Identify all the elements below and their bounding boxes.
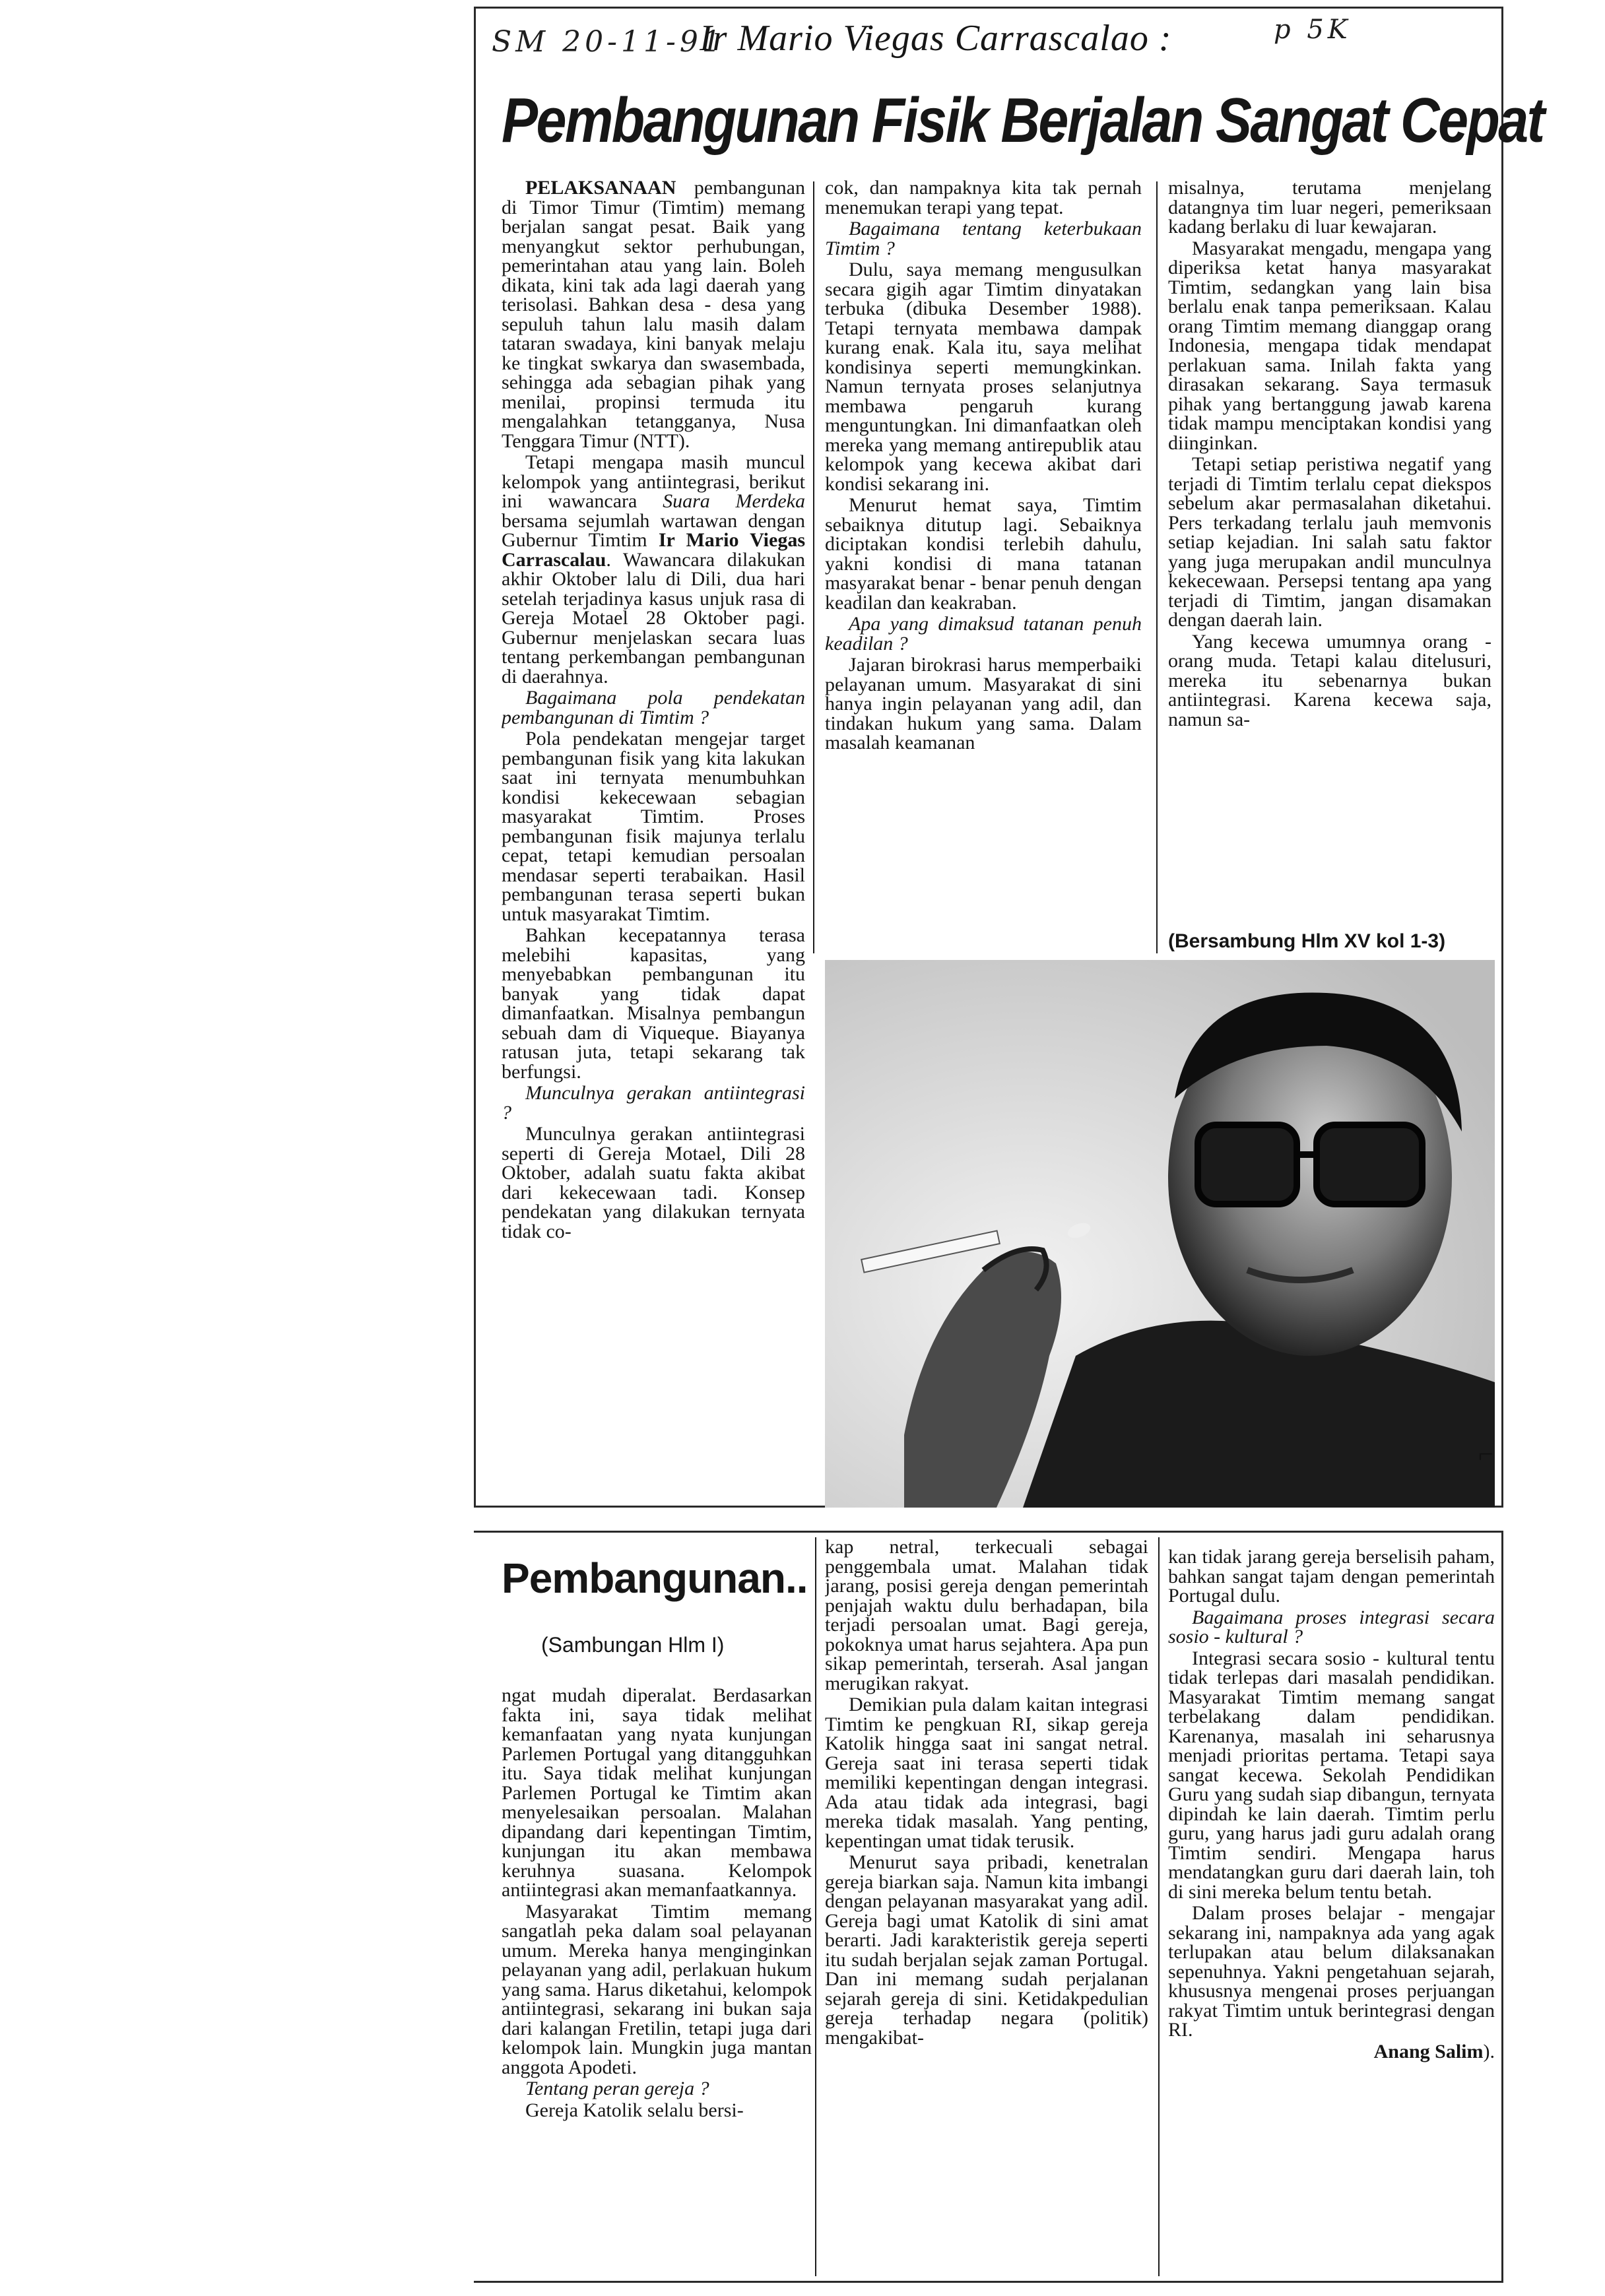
article-paragraph xyxy=(502,729,805,924)
interview-question: Apa yang dimaksud tatanan penuh keadilan ? xyxy=(825,613,1142,654)
article-paragraph xyxy=(1168,455,1491,630)
article-paragraph xyxy=(1168,239,1491,453)
article-paragraph xyxy=(1168,632,1491,730)
article-paragraph xyxy=(1168,1649,1495,1902)
continued-notice: (Bersambung Hlm XV kol 1-3) xyxy=(1168,930,1446,952)
interview-question: Bagaimana pola pendekatan pembangunan di Timtim ? xyxy=(502,687,805,728)
interview-question: Tentang peran gereja ? xyxy=(525,2078,709,2099)
article-paragraph xyxy=(502,453,805,686)
continuation-column-3 xyxy=(1168,1547,1495,2280)
article-paragraph xyxy=(825,1853,1148,2047)
article-paragraph xyxy=(825,495,1142,612)
article-paragraph xyxy=(825,178,1142,217)
column-divider xyxy=(813,181,814,953)
handwritten-date: SM 20-11-91 xyxy=(492,25,725,59)
lead-word: PELAKSANAAN xyxy=(525,178,676,199)
article-paragraph xyxy=(825,1695,1148,1851)
paragraph-text: ngat mudah diperalat. Berdasarkan fakta ini, saya tidak melihat kemanfaatan yang nyata kunjungan Parlemen Portugal yang ditangguhkan itu. Saya tidak melihat kunjungan Parlemen Portugal ke Timtim akan menyelesaikan persoalan. Malahan dipandang dari kepentingan Timtim, kunjungan itu akan membawa keruhnya suasana. Kelompok antiintegrasi akan memanfaatkannya. xyxy=(502,1686,812,1901)
publication-name: Suara Merdeka xyxy=(663,490,805,512)
article-paragraph xyxy=(502,1902,812,2078)
article-column-3 xyxy=(1168,178,1491,957)
column-divider xyxy=(1158,1537,1160,2276)
paragraph-text: Masyarakat Timtim memang sangatlah peka dalam soal pelayanan umum. Mereka hanya menginginkan pelayanan yang adil, perlakuan hukum yang sama. Harus diketahui, kelompok antiintegrasi, sekarang ini bukan saja dari kalangan Fretilin, tetapi juga dari kelompok lain. Mungkin juga mantan anggota Apodeti. xyxy=(502,1900,812,2078)
paragraph-text: Munculnya gerakan antiintegrasi seperti di Gereja Motael, Dili 28 Oktober, adalah suatu fakta akibat dari kekecewaan tadi. Konsep pendekatan yang dilakukan ternyata tidak co- xyxy=(502,1123,805,1242)
paragraph-text: Jajaran birokrasi harus memperbaiki pelayanan umum. Masyarakat di sini hanya ingin pelayanan yang adil, dan tindakan hukum yang sama. Dalam masalah keamanan xyxy=(825,654,1142,753)
paragraph-text: Demikian pula dalam kaitan integrasi Timtim ke pengkuan RI, sikap gereja Katolik hingga saat ini sangat netral. Gereja saat ini terasa seperti tidak memiliki kepentingan dengan integrasi. Ada atau tidak ada integrasi, bagi mereka tidak masalah. Yang penting, kepentingan umat tidak terusik. xyxy=(825,1694,1148,1852)
article-paragraph xyxy=(502,1686,812,1900)
continuation-column-1 xyxy=(502,1686,812,2280)
article-supertitle: Ir Mario Viegas Carrascalao : xyxy=(700,18,1172,59)
paragraph-text: pembangunan di Timor Timur (Timtim) memang berjalan sangat pesat. Baik yang menyangkut sektor perhubungan, pemerintahan atau yang lain. Boleh dikata, kini tak ada lagi daerah yang terisolasi. Bahkan desa - desa yang sepuluh tahun lalu masih dalam tataran swadaya, kini banyak melaju ke tingkat swkarya dan swasembada, sehingga ada sebagian pihak yang menilai, propinsi termuda itu mengalahkan tetangganya, Nusa Tenggara Timur (NTT). xyxy=(502,178,805,452)
column-divider xyxy=(1156,181,1158,953)
article-column-1 xyxy=(502,178,805,1498)
article-paragraph xyxy=(1168,1903,1495,2040)
article-paragraph xyxy=(825,260,1142,494)
paragraph-text: bersama sejumlah wartawan dengan Gubernur Timtim xyxy=(502,509,805,551)
paragraph-text: Tetapi setiap peristiwa negatif yang terjadi di Timtim terlalu cepat diekspos sebelum akar permasalahan diketahui. Pers terkadang terlalu jauh memvonis setiap kejadian. Ini salah satu faktor yang juga merupakan andil munculnya kekecewaan. Persepsi tentang apa yang terjadi di Timtim, jangan disamakan dengan daerah lain. xyxy=(1168,453,1491,631)
article-paragraph xyxy=(502,178,805,451)
byline-punctuation: ). xyxy=(1483,2040,1495,2062)
paragraph-text: kan tidak jarang gereja berselisih paham, bahkan sangat tajam dengan pemerintah Portugal dulu. xyxy=(1168,1547,1495,1607)
paragraph-text: . Wawancara dilakukan akhir Oktober lalu di Dili, dua hari setelah terjadinya kasus unjuk rasa di Gereja Motael 28 Oktober pagi. Gubernur menjelaskan secara luas tentang perkembangan pembangunan di daerahnya. xyxy=(502,548,805,687)
person-name: Ir Mario Viegas Carrascalau xyxy=(502,529,805,571)
continuation-subheading: (Sambungan Hlm I) xyxy=(541,1633,725,1657)
continuation-heading: Pembangunan.. xyxy=(502,1554,808,1602)
paragraph-text: Integrasi secara sosio - kultural tentu tidak terlepas dari masalah pendidikan. Masyarakat Timtim memang sangat terbelakang dalam pendidikan. Karenanya, masalah ini seharusnya menjadi prioritas pertama. Tetapi saya sangat kecewa. Sekolah Pendidikan Guru yang sudah siap dibangun, ternyata dipindah ke lain daerah. Timtim perlu guru, yang harus jadi guru adalah orang Timtim sendiri. Mengapa harus mendatangkan guru dari daerah lain, toh di sini mereka belum tentu betah. xyxy=(1168,1647,1495,1903)
paragraph-text: Pola pendekatan mengejar target pembangunan fisik yang kita lakukan saat ini ternyata menumbuhkan kondisi kekecewaan sebagian masyarakat Timtim. Proses pembangunan fisik majunya terlalu cepat, tetapi kemudian persoalan mendasar seperti terabaikan. Hasil pembangunan terasa seperti bukan untuk masyarakat Timtim. xyxy=(502,728,805,925)
interview-question: Bagaimana proses integrasi secara sosio - kultural ? xyxy=(1168,1606,1495,1647)
paragraph-text: Menurut hemat saya, Timtim sebaiknya ditutup lagi. Sebaiknya diciptakan kondisi terlebih dahulu, yakni kondisi di mana tatanan masyarakat benar - benar penuh dengan keadilan dan keakraban. xyxy=(825,494,1142,614)
article-paragraph xyxy=(1168,2042,1495,2062)
paragraph-text: misalnya, terutama menjelang datangnya tim luar negeri, pemeriksaan kadang berlaku di luar kewajaran. xyxy=(1168,178,1491,238)
column-divider xyxy=(815,1537,816,2276)
article-paragraph xyxy=(502,1124,805,1241)
paragraph-text: Gereja Katolik selalu bersi- xyxy=(525,2099,744,2121)
article-paragraph xyxy=(1168,178,1491,237)
interview-question: Munculnya gerakan antiintegrasi ? xyxy=(502,1082,805,1124)
author-byline: Anang Salim xyxy=(1373,2040,1484,2062)
paragraph-text: Tetapi mengapa masih muncul kelompok yang antiintegrasi, berikut ini wawancara xyxy=(502,451,805,512)
continuation-column-2 xyxy=(825,1537,1148,2280)
paragraph-text: Masyarakat mengadu, mengapa yang diperiksa ketat hanya masyarakat Timtim, sedangkan yang lain bisa berlalu enak tanpa pemeriksaan. Kalau orang Timtim memang dianggap orang Indonesia, mengapa tidak mendapat perlakuan sama. Inilah fakta yang dirasakan sekarang. Saya termasuk pihak yang bertanggung jawab karena tidak mampu menciptakan kondisi yang diinginkan. xyxy=(1168,237,1491,454)
paragraph-text: Dulu, saya memang mengusulkan secara gigih agar Timtim dinyatakan terbuka (dibuka Desember 1988). Tetapi ternyata membawa dampak kurang enak. Kala itu, saya melihat kondisinya seperti memungkinkan. Namun ternyata proses selanjutnya membawa pengaruh kurang menguntungkan. Ini dimanfaatkan oleh mereka yang memang antirepublik atau kelompok yang kecewa akibat dari kondisi sekarang ini. xyxy=(825,259,1142,495)
handwritten-page-note: p 5K xyxy=(1274,15,1352,45)
paragraph-text: Yang kecewa umumnya orang - orang muda. Tetapi kalau ditelusuri, mereka itu sebenarnya bukan antiintegrasi. Karena kecewa saja, namun sa- xyxy=(1168,630,1491,730)
edge-mark: ⌐ xyxy=(1478,1439,1493,1469)
portrait-photo xyxy=(825,960,1495,1508)
article-headline: Pembangunan Fisik Berjalan Sangat Cepat xyxy=(502,85,1544,156)
interview-question: Bagaimana tentang keterbukaan Timtim ? xyxy=(825,218,1142,259)
paragraph-text: Menurut saya pribadi, kenetralan gereja biarkan saja. Namun kita imbangi dengan pelayanan masyarakat yang adil. Gereja bagi umat Katolik di sini amat berarti. Jadi karakteristik gereja seperti itu sudah berjalan sejak zaman Portugal. Dan ini memang sudah perjalanan sejarah gereja di sini. Ketidakpedulian gereja terhadap negara (politik) mengakibat- xyxy=(825,1851,1148,2049)
article-paragraph xyxy=(502,926,805,1081)
article-paragraph xyxy=(1168,1547,1495,1606)
article-column-2 xyxy=(825,178,1142,943)
article-paragraph xyxy=(825,655,1142,753)
article-paragraph xyxy=(502,2101,812,2121)
article-paragraph xyxy=(825,1537,1148,1693)
portrait-illustration xyxy=(825,960,1495,1508)
paragraph-text: kap netral, terkecuali sebagai penggembala umat. Malahan tidak jarang, posisi gereja dengan pemerintah penjajah waktu dulu berhadapan, bila terjadi persoalan umat. Bagi gereja, pokoknya umat harus sejahtera. Apa pun sikap pemerintah, terserah. Asal jangan merugikan rakyat. xyxy=(825,1537,1148,1694)
paragraph-text: Dalam proses belajar - mengajar sekarang ini, nampaknya ada yang agak terlupakan atau belum dilaksanakan sepenuhnya. Yakni pengetahuan sejarah, khususnya mengenai proses perjuangan rakyat Timtim untuk berintegrasi dengan RI. xyxy=(1168,1902,1495,2041)
paragraph-text: Bahkan kecepatannya terasa melebihi kapasitas, yang menyebabkan pembangunan itu banyak yang tidak dapat dimanfaatkan. Misalnya pembangun sebuah dam di Viqueque. Biayanya ratusan juta, tetapi sekarang tak berfungsi. xyxy=(502,924,805,1083)
paragraph-text: cok, dan nampaknya kita tak pernah menemukan terapi yang tepat. xyxy=(825,178,1142,218)
